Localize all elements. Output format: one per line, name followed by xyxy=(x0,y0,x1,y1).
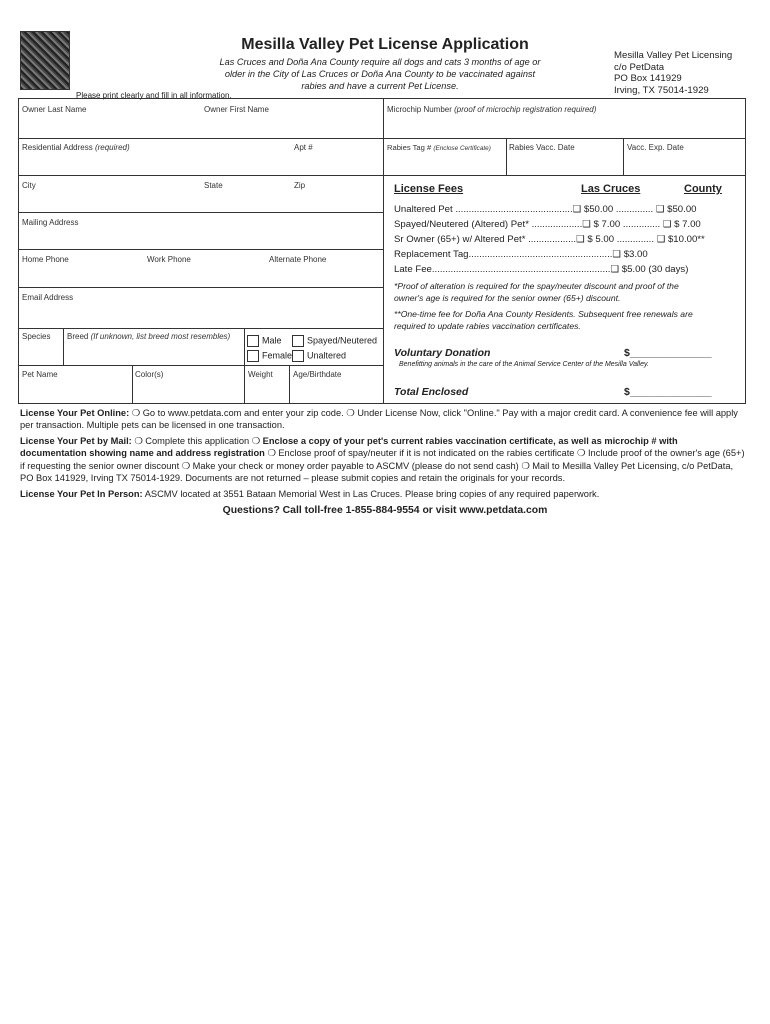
rabies-tag-note: (Enclose Certificate) xyxy=(433,145,491,152)
unaltered-checkbox[interactable] xyxy=(292,350,346,362)
microchip-field[interactable] xyxy=(387,105,596,114)
microchip-label: Microchip Number xyxy=(387,105,452,114)
fee-las-cruces[interactable]: ❑ $5.00 (30 days) xyxy=(610,264,689,275)
total-amount-field[interactable]: $______________ xyxy=(624,386,712,398)
species-field[interactable]: Species xyxy=(22,332,51,341)
fee-row-late xyxy=(394,264,688,275)
in-person-instructions xyxy=(20,488,746,500)
online-text: ❍ Go to www.petdata.com and enter your zip code. ❍ Under License Now, click "Online." Pay with a major credit card. A convenience fee will apply per transaction. Multiple pets can be licensed in one transaction. xyxy=(20,408,738,431)
checkbox-box[interactable] xyxy=(292,350,304,362)
person-text: ASCMV located at 3551 Bataan Memorial West in Las Cruces. Please bring copies of any required paperwork. xyxy=(142,489,600,499)
weight-field[interactable]: Weight xyxy=(248,370,273,379)
mail-text: ❍ Complete this application ❍ xyxy=(131,436,263,446)
rabies-tag-field[interactable] xyxy=(387,143,491,152)
subtitle-line: older in the City of Las Cruces or Doña Ana County to be vaccinated against xyxy=(224,69,536,79)
fee-county[interactable]: ❑ $50.00 xyxy=(655,204,697,215)
female-label: Female xyxy=(262,350,293,361)
questions-line: Questions? Call toll-free 1-855-884-9554 or visit www.petdata.com xyxy=(222,505,548,516)
donation-amount-field[interactable]: $______________ xyxy=(624,347,712,359)
rabies-tag-label: Rabies Tag # xyxy=(387,143,432,152)
rabies-vacc-date-field[interactable]: Rabies Vacc. Date xyxy=(509,143,575,152)
checkbox-box[interactable] xyxy=(247,350,259,362)
microchip-note: (proof of microchip registration required) xyxy=(454,105,597,114)
owner-last-name-field[interactable]: Owner Last Name xyxy=(22,105,87,114)
colors-field[interactable]: Color(s) xyxy=(135,370,164,379)
fee-county[interactable]: ❑ $ 7.00 xyxy=(662,219,701,230)
state-field[interactable]: State xyxy=(204,181,223,190)
note-line: owner's age is required for the senior owner (65+) discount. xyxy=(394,292,621,303)
fee-las-cruces[interactable]: ❑ $50.00 .............. xyxy=(572,204,654,215)
total-enclosed-label: Total Enclosed xyxy=(394,386,469,398)
fee-row-senior xyxy=(394,234,705,245)
checkbox-box[interactable] xyxy=(247,335,259,347)
male-checkbox[interactable] xyxy=(247,335,282,347)
fee-las-cruces[interactable]: ❑ $ 7.00 .............. xyxy=(582,219,661,230)
subtitle-line: Las Cruces and Doña Ana County require all dogs and cats 3 months of age or xyxy=(219,57,541,67)
note-line: *Proof of alteration is required for the spay/neuter discount and proof of the xyxy=(394,281,679,291)
note-line: **One-time fee for Doña Ana County Residents. Subsequent free renewals are xyxy=(394,309,693,319)
fee-las-cruces[interactable]: ❑ $3.00 xyxy=(612,249,648,260)
online-instructions xyxy=(20,407,746,432)
pet-name-field[interactable]: Pet Name xyxy=(22,370,58,379)
voluntary-donation-label: Voluntary Donation xyxy=(394,347,491,359)
page-title: Mesilla Valley Pet License Application xyxy=(241,36,529,53)
owner-pet-info-form xyxy=(18,98,384,404)
fee-county[interactable]: ❑ $10.00** xyxy=(656,234,705,245)
work-phone-field[interactable]: Work Phone xyxy=(147,255,191,264)
residential-address-field[interactable] xyxy=(22,143,130,152)
address-line: Irving, TX 75014-1929 xyxy=(614,84,709,96)
county-heading: County xyxy=(684,183,722,195)
fee-row-spayed xyxy=(394,219,701,230)
email-field[interactable]: Email Address xyxy=(22,293,74,302)
subtitle xyxy=(190,56,570,92)
alternate-phone-field[interactable]: Alternate Phone xyxy=(269,255,327,264)
spayed-label: Spayed/Neutered xyxy=(307,335,378,346)
breed-field[interactable] xyxy=(67,332,230,341)
address-line: Mesilla Valley Pet Licensing xyxy=(614,50,733,61)
female-checkbox[interactable] xyxy=(247,350,292,362)
fee-label: Replacement Tag...................................................... xyxy=(394,249,613,260)
mail-text: ❍ Enclose proof of spay/neuter if it is not indicated on the rabies certificate ❍ Include proof of the owner's age (65+) if requesting the senior owner discount ❍ Make your check or money order payable to ASCMV (please do not send cash) ❍ Mail to Mesilla Valley Pet Licensing, c/o PetData, PO Box 141929, Irving TX 75014-1929. Documents are not returned – please submit copies and retain the originals for your records. xyxy=(20,448,745,483)
zip-field[interactable]: Zip xyxy=(294,181,306,190)
address-line: PO Box 141929 xyxy=(614,73,682,85)
unaltered-label: Unaltered xyxy=(307,350,347,361)
fee-row-unaltered xyxy=(394,204,697,215)
license-fees-heading: License Fees xyxy=(394,183,464,195)
alteration-note xyxy=(394,281,679,304)
fee-las-cruces[interactable]: ❑ $ 5.00 .............. xyxy=(576,234,655,245)
print-note: Please print clearly and fill in all information. xyxy=(76,91,232,100)
license-fees-panel xyxy=(383,98,746,404)
spayed-neutered-checkbox[interactable] xyxy=(292,335,377,347)
home-phone-field[interactable]: Home Phone xyxy=(22,255,69,264)
breed-note: (If unknown, list breed most resembles) xyxy=(90,332,231,341)
online-heading: License Your Pet Online: xyxy=(20,408,130,418)
fee-label: Late Fee................................................................... xyxy=(394,264,611,275)
required-note: (required) xyxy=(94,143,130,152)
mail-instructions xyxy=(20,435,746,484)
fee-label: Spayed/Neutered (Altered) Pet* ................... xyxy=(394,219,583,230)
fee-label: Sr Owner (65+) w/ Altered Pet* .................. xyxy=(394,234,577,245)
mail-heading: License Your Pet by Mail: xyxy=(20,436,132,446)
person-heading: License Your Pet In Person: xyxy=(20,489,143,499)
note-line: required to update rabies vaccination certificates. xyxy=(394,320,581,331)
fee-row-replacement xyxy=(394,249,648,260)
checkbox-box[interactable] xyxy=(292,335,304,347)
subtitle-line: rabies and have a current Pet License. xyxy=(301,81,459,91)
apt-field[interactable]: Apt # xyxy=(294,143,313,152)
mailing-address-block xyxy=(614,50,732,96)
mail-bold-text: Enclose a copy of your pet's current rabies vaccination certificate, as well as microchip # with documentation showing name and address registration xyxy=(20,436,678,459)
male-label: Male xyxy=(262,335,282,346)
breed-label: Breed xyxy=(67,332,89,341)
las-cruces-heading: Las Cruces xyxy=(581,183,641,195)
address-label: Residential Address xyxy=(22,143,93,152)
owner-first-name-field[interactable]: Owner First Name xyxy=(204,105,269,114)
fee-label: Unaltered Pet ............................................ xyxy=(394,204,573,215)
address-line: c/o PetData xyxy=(614,61,665,73)
mailing-address-field[interactable]: Mailing Address xyxy=(22,218,79,227)
county-fee-note xyxy=(394,309,693,332)
city-field[interactable]: City xyxy=(22,181,36,190)
vacc-exp-date-field[interactable]: Vacc. Exp. Date xyxy=(627,143,684,152)
donation-note: Benefitting animals in the care of the Animal Service Center of the Mesilla Valley. xyxy=(399,361,649,368)
age-birthdate-field[interactable]: Age/Birthdate xyxy=(293,370,342,379)
